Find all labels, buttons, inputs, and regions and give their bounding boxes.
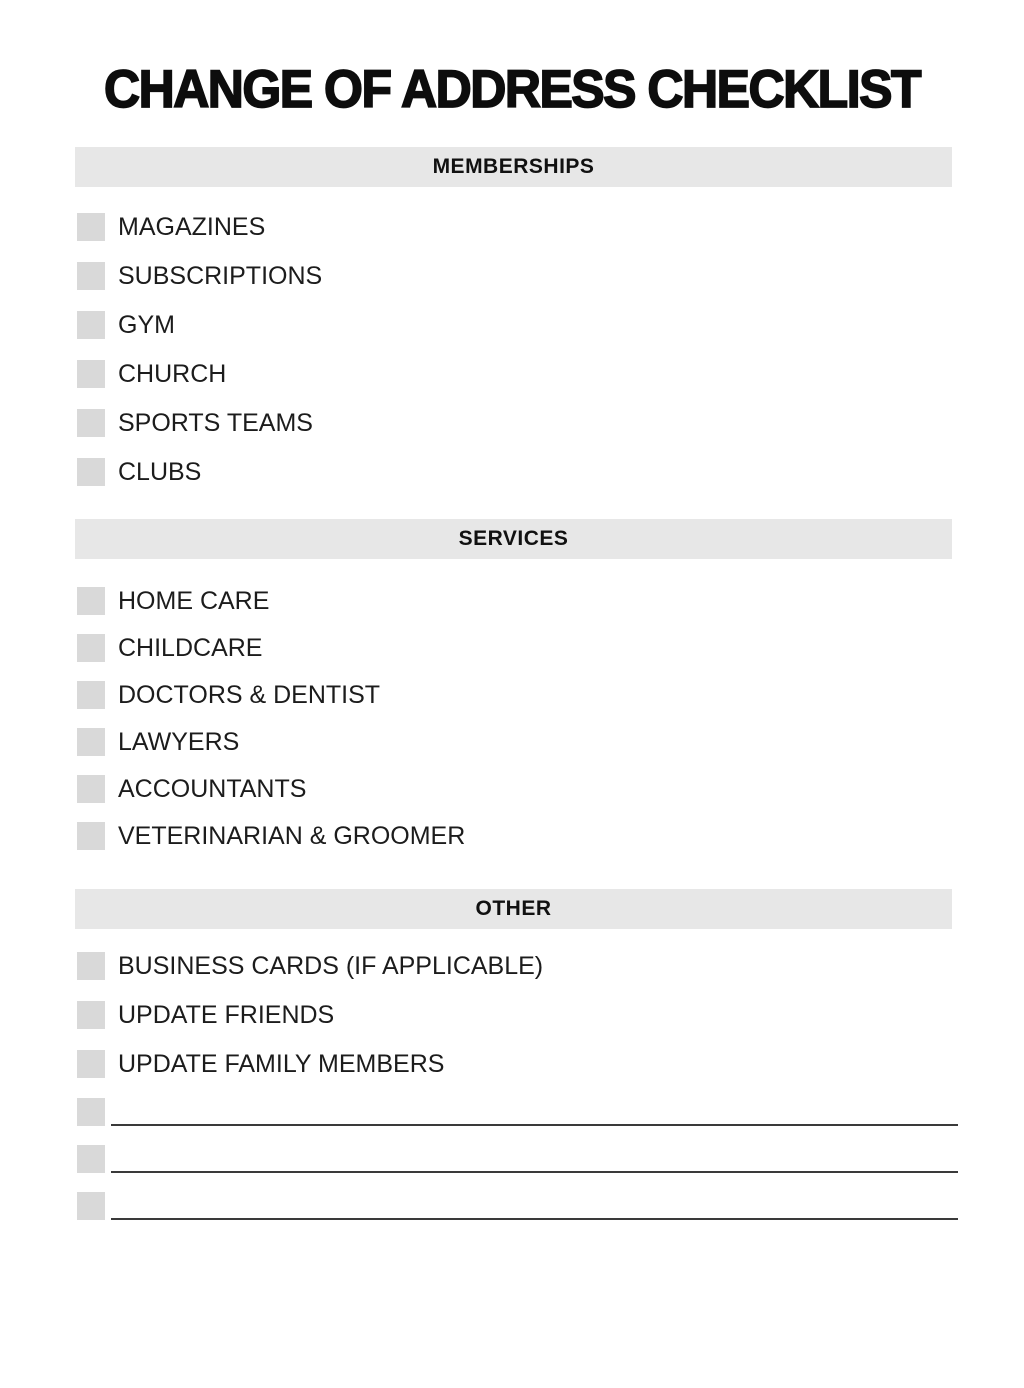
checklist-item	[77, 952, 958, 980]
checkbox[interactable]	[77, 1192, 105, 1220]
section-header-services	[75, 519, 952, 559]
checklist-item-label: VETERINARIAN & GROOMER	[118, 822, 466, 850]
section-header-other	[75, 889, 952, 929]
memberships-list	[77, 213, 958, 486]
checkbox[interactable]	[77, 1145, 105, 1173]
checklist-item	[77, 213, 958, 241]
checkbox[interactable]	[77, 458, 105, 486]
checkbox[interactable]	[77, 952, 105, 980]
checklist-item	[77, 822, 958, 850]
checklist-item-label: SPORTS TEAMS	[118, 409, 313, 437]
write-in-line[interactable]	[111, 1192, 958, 1220]
section-header-label: OTHER	[475, 897, 552, 920]
checklist-item	[77, 409, 958, 437]
blank-checklist-row	[77, 1098, 958, 1126]
checkbox[interactable]	[77, 681, 105, 709]
checklist-item-label: ACCOUNTANTS	[118, 775, 307, 803]
checklist-item	[77, 360, 958, 388]
checkbox[interactable]	[77, 262, 105, 290]
section-header-memberships	[75, 147, 952, 187]
page-title: CHANGE OF ADDRESS CHECKLIST	[103, 59, 921, 119]
checklist-item-label: BUSINESS CARDS (IF APPLICABLE)	[118, 952, 544, 980]
checklist-item	[77, 1001, 958, 1029]
services-list	[77, 587, 958, 850]
checkbox[interactable]	[77, 311, 105, 339]
checklist-item	[77, 1050, 958, 1078]
checklist-item	[77, 262, 958, 290]
checkbox[interactable]	[77, 1098, 105, 1126]
checklist-item	[77, 681, 958, 709]
checklist-item	[77, 728, 958, 756]
blank-rows	[77, 1098, 958, 1220]
checklist-item-label: UPDATE FRIENDS	[118, 1001, 335, 1029]
checklist-item	[77, 458, 958, 486]
write-in-line[interactable]	[111, 1145, 958, 1173]
blank-checklist-row	[77, 1192, 958, 1220]
checklist-item-label: DOCTORS & DENTIST	[118, 681, 381, 709]
checklist-item-label: LAWYERS	[118, 728, 240, 756]
checklist-item-label: MAGAZINES	[118, 213, 266, 241]
other-list	[77, 952, 958, 1078]
checkbox[interactable]	[77, 587, 105, 615]
checkbox[interactable]	[77, 1001, 105, 1029]
section-header-label: SERVICES	[458, 527, 569, 550]
checklist-item-label: CHILDCARE	[118, 634, 263, 662]
checkbox[interactable]	[77, 775, 105, 803]
checklist-item-label: CLUBS	[118, 458, 202, 486]
blank-checklist-row	[77, 1145, 958, 1173]
checklist-item-label: UPDATE FAMILY MEMBERS	[118, 1050, 445, 1078]
checkbox[interactable]	[77, 360, 105, 388]
checklist-item-label: GYM	[118, 311, 175, 339]
checkbox[interactable]	[77, 1050, 105, 1078]
checkbox[interactable]	[77, 213, 105, 241]
checklist-item	[77, 587, 958, 615]
checklist-page	[0, 59, 1024, 1388]
checklist-item-label: CHURCH	[118, 360, 227, 388]
write-in-line[interactable]	[111, 1098, 958, 1126]
checklist-item	[77, 311, 958, 339]
section-header-label: MEMBERSHIPS	[432, 155, 595, 178]
checklist-item-label: HOME CARE	[118, 587, 270, 615]
checkbox[interactable]	[77, 634, 105, 662]
checkbox[interactable]	[77, 728, 105, 756]
checkbox[interactable]	[77, 822, 105, 850]
checklist-item-label: SUBSCRIPTIONS	[118, 262, 323, 290]
checklist-item	[77, 634, 958, 662]
checkbox[interactable]	[77, 409, 105, 437]
checklist-item	[77, 775, 958, 803]
